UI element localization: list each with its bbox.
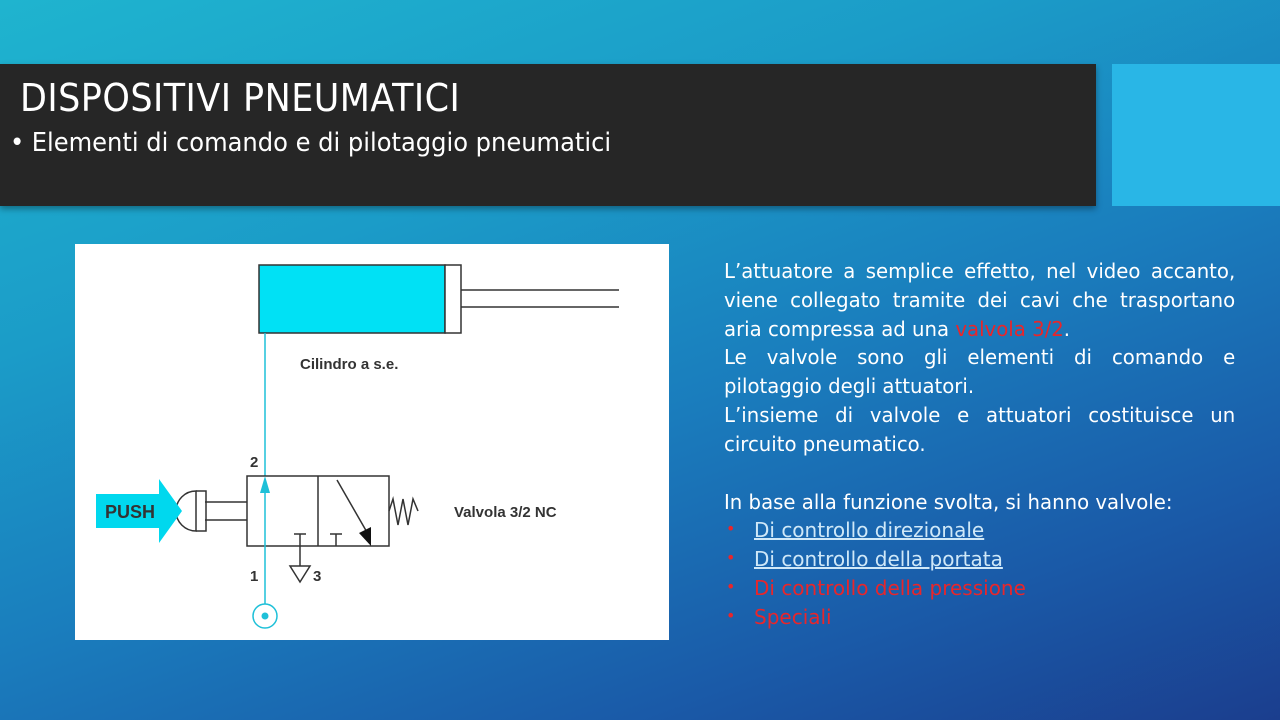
paragraph-1-end: . bbox=[1063, 316, 1071, 341]
push-button-stem bbox=[196, 491, 206, 531]
subtitle-bullet: • bbox=[10, 128, 25, 158]
list-item-pressure bbox=[724, 574, 1236, 603]
spring-icon bbox=[389, 499, 418, 525]
port-1-label: 1 bbox=[250, 568, 259, 585]
list-item-flow[interactable] bbox=[724, 545, 1236, 574]
bullet-icon: • bbox=[726, 519, 736, 539]
list-item-directional[interactable] bbox=[724, 516, 1236, 545]
cylinder-label: Cilindro a s.e. bbox=[300, 356, 399, 373]
spacer bbox=[724, 459, 1236, 488]
bullet-icon: • bbox=[726, 548, 736, 568]
paragraph-1-text: L’attuatore a semplice effetto, nel video accanto, viene collegato tramite dei cavi che trasportano aria compressa ad una bbox=[724, 259, 1236, 341]
title-bar bbox=[0, 64, 1096, 206]
list-item-special bbox=[724, 603, 1236, 632]
paragraph-1 bbox=[724, 257, 1235, 343]
bullet-icon: • bbox=[726, 576, 736, 596]
valve-types-list bbox=[724, 516, 1236, 631]
pneumatic-diagram bbox=[75, 244, 669, 640]
bullet-icon: • bbox=[726, 605, 736, 625]
port-3-label: 3 bbox=[313, 568, 322, 585]
slide-subtitle bbox=[10, 128, 611, 158]
diagram-svg bbox=[75, 244, 669, 640]
slide-title: DISPOSITIVI PNEUMATICI bbox=[20, 76, 461, 120]
valve-3-2-highlight: valvola 3/2 bbox=[955, 316, 1064, 341]
paragraph-2: Le valvole sono gli elementi di comando e pilotaggio degli attuatori. bbox=[724, 345, 1236, 399]
cylinder-body bbox=[259, 265, 445, 333]
link-flow-control[interactable]: Di controllo della portata bbox=[754, 547, 1003, 572]
subtitle-text: Elementi di comando e di pilotaggio pneumatici bbox=[31, 128, 612, 158]
port-2-label: 2 bbox=[250, 454, 259, 471]
accent-box bbox=[1112, 64, 1280, 206]
paragraph-3: L’insieme di valvole e attuatori costituisce un circuito pneumatico. bbox=[724, 402, 1236, 456]
valve-label: Valvola 3/2 NC bbox=[454, 504, 557, 521]
pressure-source-dot bbox=[262, 613, 269, 620]
valve-types-intro: In base alla funzione svolta, si hanno valvole: bbox=[724, 489, 1173, 514]
cylinder-piston bbox=[445, 265, 461, 333]
item-special: Speciali bbox=[754, 604, 832, 629]
exhaust-triangle-icon bbox=[290, 566, 310, 582]
item-pressure-control: Di controllo della pressione bbox=[754, 575, 1026, 600]
link-directional-control[interactable]: Di controllo direzionale bbox=[754, 518, 985, 543]
body-text bbox=[724, 257, 1236, 632]
push-label: PUSH bbox=[105, 502, 156, 522]
